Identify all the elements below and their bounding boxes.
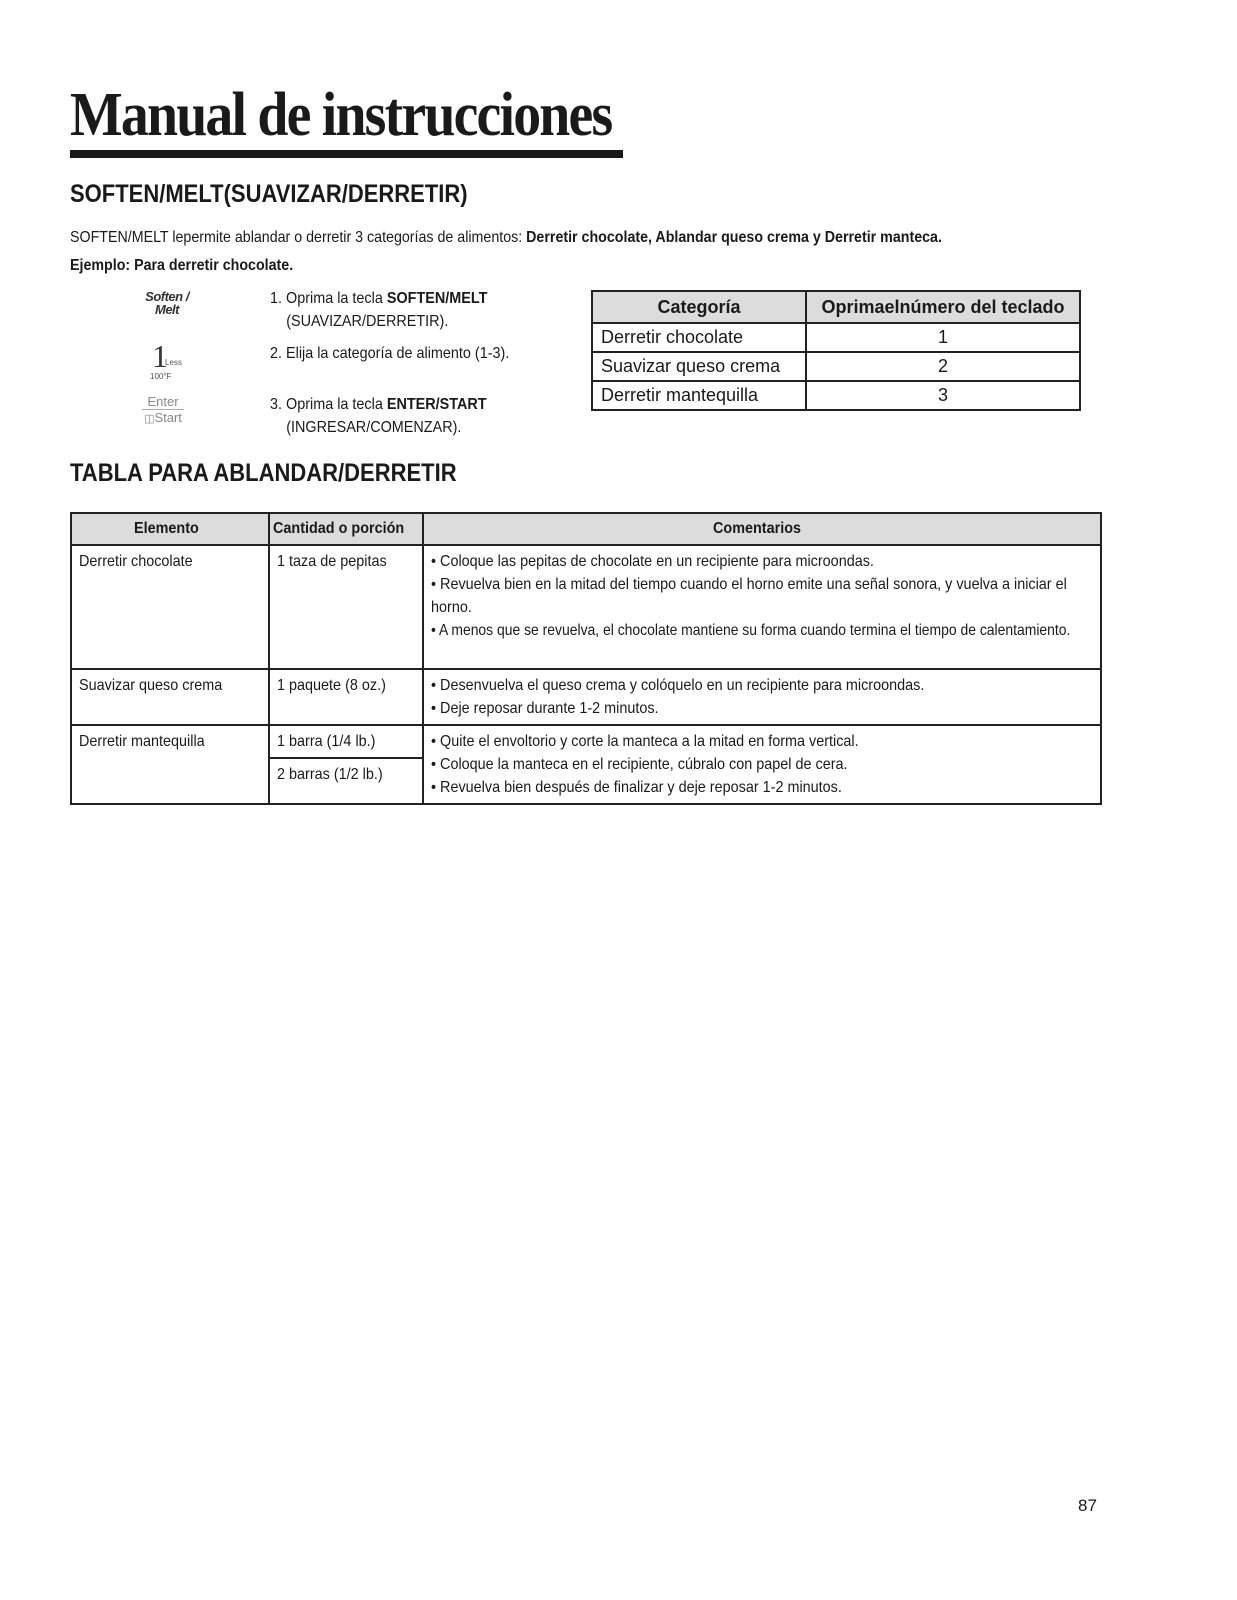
intro-text [70, 224, 942, 280]
comment-line: • Quite el envoltorio y corte la manteca a la mitad en forma vertical. [431, 733, 859, 750]
qty-text: 1 paquete (8 oz.) [277, 677, 386, 694]
number-cell: 2 [806, 352, 1080, 381]
one-digit: 1 [152, 338, 168, 374]
category-cell: Derretir chocolate [592, 323, 806, 352]
keypad-number-header: Oprimaelnúmero del teclado [806, 291, 1080, 323]
section-heading-table: TABLA PARA ABLANDAR/DERRETIR [70, 459, 457, 487]
comments-header [423, 513, 1101, 545]
item-cell [71, 545, 269, 669]
step-3 [270, 393, 487, 439]
item-cell [71, 669, 269, 725]
table-row [71, 545, 1101, 669]
enter-key-line1: Enter [142, 394, 184, 410]
item-text: Suavizar queso crema [79, 677, 223, 694]
item-text: Derretir mantequilla [79, 733, 205, 750]
comment-line: • Revuelva bien después de finalizar y deje reposar 1-2 minutos. [431, 779, 842, 796]
intro-plain: SOFTEN/MELT lepermite ablandar o derretir 3 categorías de alimentos: [70, 229, 527, 246]
lock-icon: ◫ [144, 413, 155, 425]
comment-line: • A menos que se revuelva, el chocolate mantiene su forma cuando termina el tiempo de calentamiento. [431, 622, 1071, 639]
element-header [71, 513, 269, 545]
enter-start-key-icon [130, 394, 196, 427]
step-3-cont: (INGRESAR/COMENZAR). [286, 419, 462, 436]
comment-line: • Revuelva bien en la mitad del tiempo cuando el horno emite una señal sonora, y vuelva a iniciar el horno. [431, 576, 1067, 616]
soften-melt-table [70, 512, 1102, 805]
step-3-text: 3. Oprima la tecla [270, 396, 387, 413]
title-rule [70, 150, 623, 158]
qty-text: 2 barras (1/2 lb.) [277, 766, 383, 783]
comments-cell [423, 725, 1101, 804]
qty-cell [269, 545, 423, 669]
example-text: Ejemplo: Para derretir chocolate. [70, 257, 294, 274]
comments-cell [423, 545, 1101, 669]
one-less: Less [165, 358, 182, 367]
soften-key-line2: Melt [155, 302, 179, 317]
step-2 [270, 342, 509, 365]
page-title: Manual de instrucciones [70, 81, 612, 149]
step-1-bold: SOFTEN/MELT [386, 290, 488, 307]
intro-bold: Derretir chocolate, Ablandar queso crema y Derretir manteca. [526, 229, 942, 246]
qty-cell [269, 725, 423, 804]
number-cell: 1 [806, 323, 1080, 352]
item-cell [71, 725, 269, 804]
qty-text: 1 taza de pepitas [277, 553, 387, 570]
soften-key-line1: Soften / [145, 289, 189, 304]
comments-cell [423, 669, 1101, 725]
comment-line: • Coloque la manteca en el recipiente, cúbralo con papel de cera. [431, 756, 848, 773]
quantity-header-text: Cantidad o porción [273, 520, 405, 537]
step-1-cont: (SUAVIZAR/DERRETIR). [286, 313, 449, 330]
element-header-text: Elemento [133, 520, 199, 537]
qty-cell [269, 669, 423, 725]
category-cell: Suavizar queso crema [592, 352, 806, 381]
comment-line: • Coloque las pepitas de chocolate en un recipiente para microondas. [431, 553, 874, 570]
step-2-text: 2. Elija la categoría de alimento (1-3). [270, 345, 510, 362]
step-1 [270, 287, 487, 333]
page-number: 87 [1078, 1496, 1097, 1515]
category-cell: Derretir mantequilla [592, 381, 806, 410]
step-1-text: 1. Oprima la tecla [270, 290, 387, 307]
number-cell: 3 [806, 381, 1080, 410]
quantity-header [269, 513, 423, 545]
category-table [591, 290, 1081, 411]
table-row [592, 352, 1080, 381]
table-row [592, 323, 1080, 352]
comment-line: • Desenvuelva el queso crema y colóquelo en un recipiente para microondas. [431, 677, 925, 694]
category-header: Categoría [592, 291, 806, 323]
number-one-key-icon [146, 340, 196, 385]
section-heading-soften-melt: SOFTEN/MELT(SUAVIZAR/DERRETIR) [70, 180, 468, 208]
one-temp: 100°F [150, 372, 172, 381]
table-row [592, 381, 1080, 410]
category-table-header [592, 291, 1080, 323]
item-text: Derretir chocolate [79, 553, 193, 570]
qty-sub-row [270, 726, 422, 759]
step-3-bold: ENTER/START [386, 396, 487, 413]
table-row [71, 725, 1101, 804]
qty-text: 1 barra (1/4 lb.) [277, 733, 376, 750]
comment-line: • Deje reposar durante 1-2 minutos. [431, 700, 659, 717]
enter-key-line2: Start [154, 410, 182, 425]
soften-melt-key-icon [132, 290, 202, 316]
qty-sub-row [270, 759, 422, 790]
comments-header-text: Comentarios [713, 520, 802, 537]
table-row [71, 669, 1101, 725]
melt-table-header [71, 513, 1101, 545]
